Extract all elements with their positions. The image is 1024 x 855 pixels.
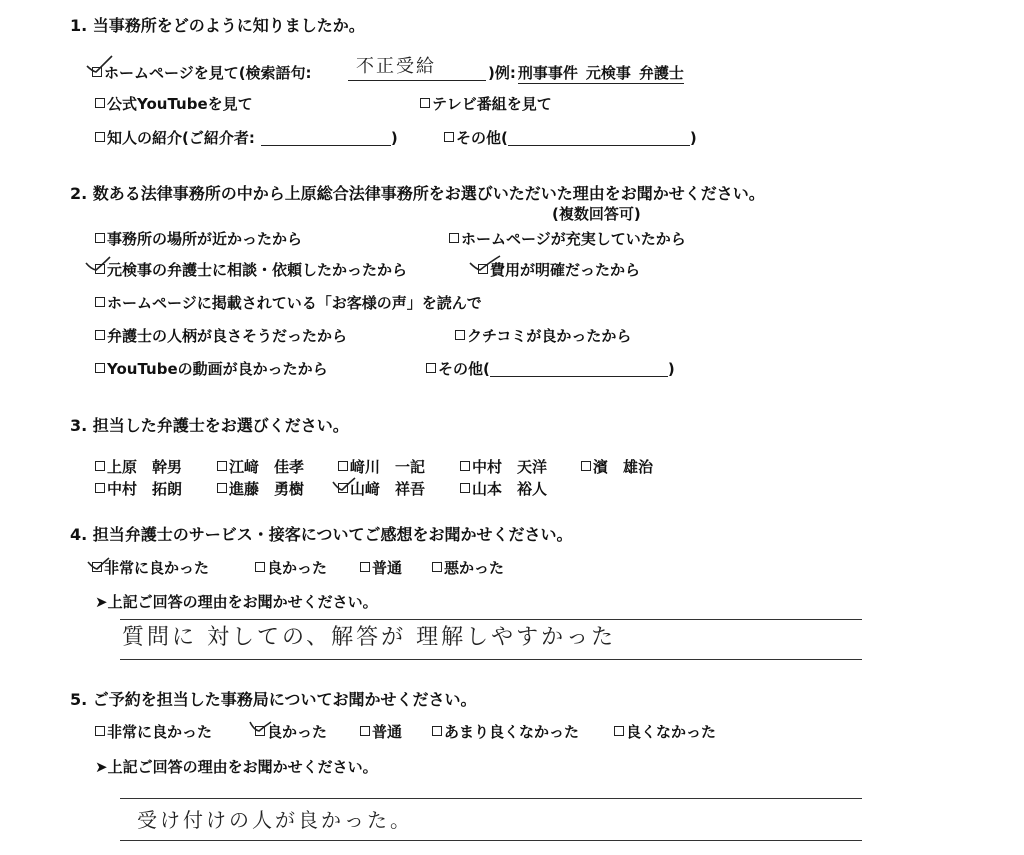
q1-example-2: 元検事 — [586, 64, 639, 84]
q2-fee-clear-check-mark — [470, 256, 500, 270]
q2-homepage-rich-label: ホームページが充実していたから — [461, 230, 686, 248]
q1-tv-label: テレビ番組を見て — [432, 95, 552, 113]
q2-location-label: 事務所の場所が近かったから — [107, 230, 303, 248]
q2-fee-clear-label: 費用が明確だったから — [490, 261, 641, 279]
q1-youtube-label: 公式YouTubeを見て — [107, 95, 253, 113]
q3-lawyer-1-label: 上原 幹男 — [107, 458, 183, 476]
q4-heading: 4. 担当弁護士のサービス・接客についてご感想をお聞かせください。 — [70, 525, 573, 544]
q1-example-label: )例: — [488, 64, 516, 82]
q2-other-label: その他( — [438, 360, 490, 378]
q5-reason-prompt: ➤上記ご回答の理由をお聞かせください。 — [95, 758, 378, 776]
q2-voices-label: ホームページに掲載されている「お客様の声」を読んで — [107, 294, 482, 312]
q2-ex-prosecutor-check-mark — [86, 257, 110, 270]
q4-option-1-check-mark — [88, 558, 109, 569]
q1-search-term: 不正受給 — [356, 56, 436, 77]
q1-other-close: ) — [689, 129, 697, 147]
q5-heading: 5. ご予約を担当した事務局についてお聞かせください。 — [70, 690, 477, 709]
q1-heading: 1. 当事務所をどのように知りましたか。 — [70, 16, 365, 35]
q5-answer[interactable]: 受け付けの人が良かった。 — [137, 808, 413, 832]
q3-lawyer-8-check-mark — [333, 478, 355, 490]
q2-note: (複数回答可) — [552, 205, 641, 223]
q3-lawyer-2-label: 江﨑 佳孝 — [229, 458, 305, 476]
q4-option-4-label: 悪かった — [444, 559, 505, 577]
q3-lawyer-9-label: 山本 裕人 — [472, 480, 548, 498]
q3-lawyer-3-label: 﨑川 一記 — [350, 458, 426, 476]
q5-option-3-label: 普通 — [372, 723, 403, 741]
q1-referral-close: ) — [390, 129, 398, 147]
q2-reviews-label: クチコミが良かったから — [467, 327, 632, 345]
q1-example-1: 刑事事件 — [518, 64, 586, 84]
q3-lawyer-8-label: 山﨑 祥吾 — [350, 480, 426, 498]
q3-lawyer-4-label: 中村 天洋 — [472, 458, 548, 476]
q4-option-3-label: 普通 — [372, 559, 403, 577]
q1-other-label: その他( — [456, 129, 508, 147]
q5-option-5-label: 良くなかった — [626, 723, 717, 741]
q2-heading: 2. 数ある法律事務所の中から上原総合法律事務所をお選びいただいた理由をお聞かせください。 — [70, 184, 765, 203]
q5-option-4-label: あまり良くなかった — [444, 723, 580, 741]
q1-referral-label: 知人の紹介(ご紹介者: — [107, 129, 255, 147]
q3-lawyer-7-label: 進藤 勇樹 — [229, 480, 305, 498]
q3-lawyer-5-label: 濱 雄治 — [593, 458, 654, 476]
q3-heading: 3. 担当した弁護士をお選びください。 — [70, 416, 349, 435]
q5-option-2-label: 良かった — [267, 723, 328, 741]
q4-reason-prompt: ➤上記ご回答の理由をお聞かせください。 — [95, 593, 378, 611]
q5-option-2-check-mark — [250, 722, 271, 731]
q2-youtube-video-label: YouTubeの動画が良かったから — [107, 360, 328, 378]
q1-homepage-check-mark — [87, 56, 112, 72]
q1-example-3: 弁護士 — [638, 64, 684, 82]
q5-option-1-label: 非常に良かった — [107, 723, 213, 741]
q3-lawyer-6-label: 中村 拓朗 — [107, 480, 183, 498]
q4-option-1-label: 非常に良かった — [104, 559, 210, 577]
q4-option-2-label: 良かった — [267, 559, 328, 577]
q2-personality-label: 弁護士の人柄が良さそうだったから — [107, 327, 348, 345]
q2-ex-prosecutor-label: 元検事の弁護士に相談・依頼したかったから — [107, 261, 408, 279]
q2-other-close: ) — [667, 360, 675, 378]
q1-homepage-label: ホームページを見て(検索語句: — [104, 64, 312, 82]
q4-answer[interactable]: 質問に 対しての、解答が 理解しやすかった — [122, 625, 617, 650]
